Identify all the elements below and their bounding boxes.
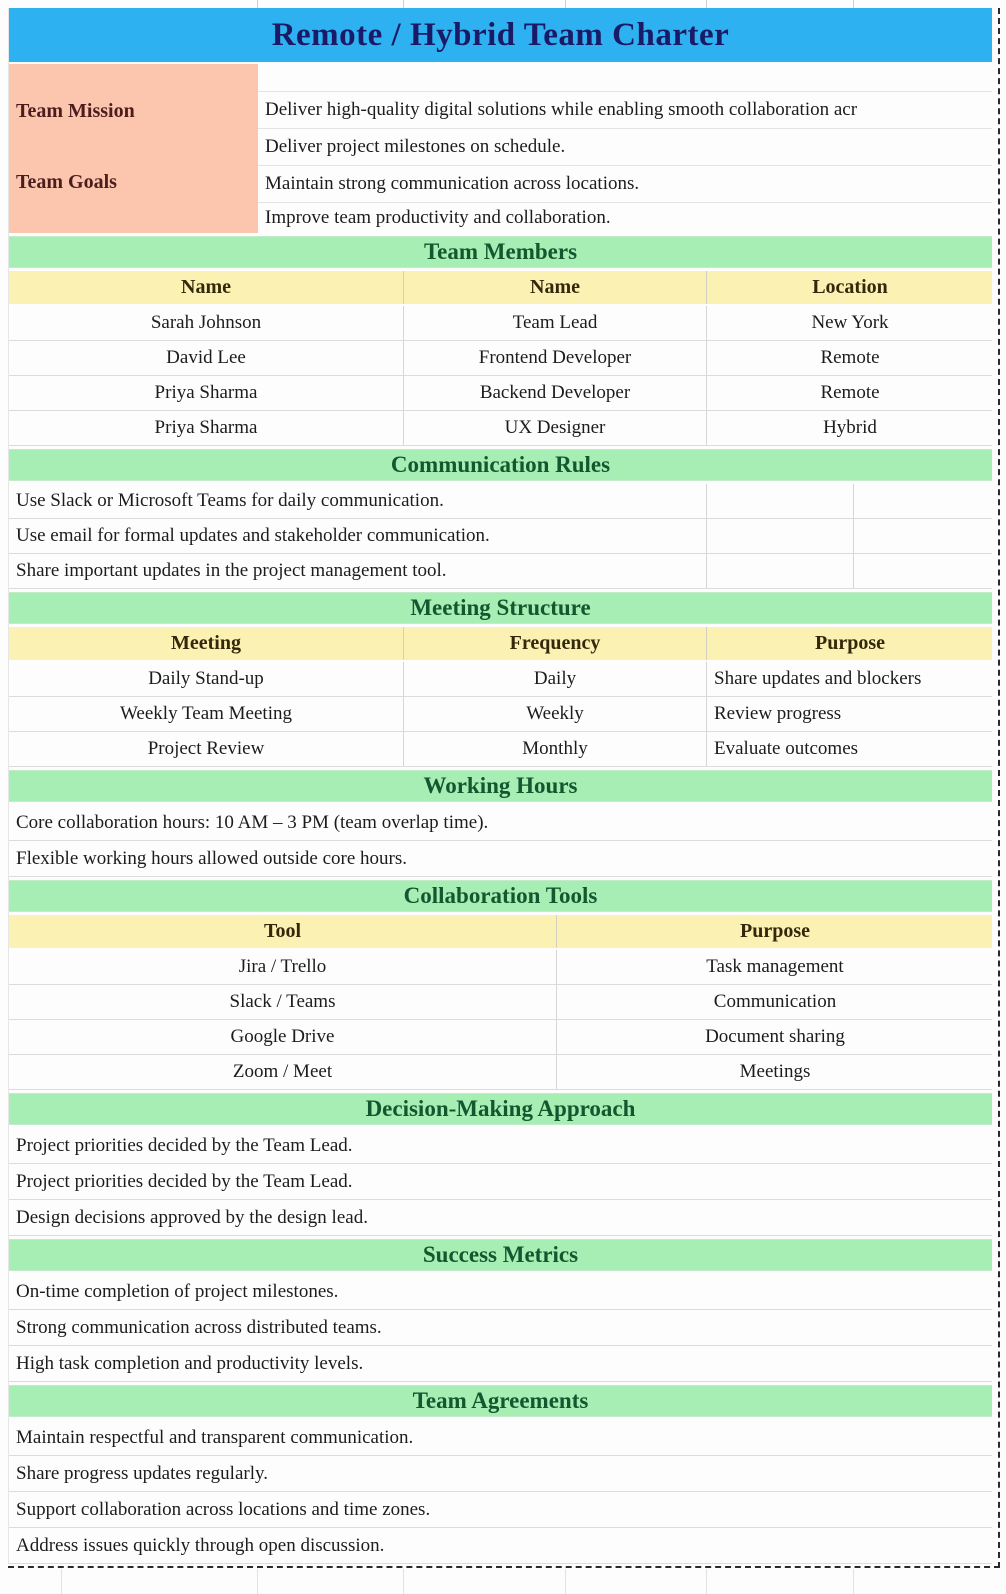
meeting-name-cell: Daily Stand-up	[9, 662, 404, 696]
meeting-purpose-cell: Review progress	[714, 703, 842, 724]
member-role-cell: UX Designer	[404, 411, 707, 445]
rule-text-cell: Use Slack or Microsoft Teams for daily communication.	[9, 484, 707, 518]
decision-item: Project priorities decided by the Team Lead.	[9, 1164, 992, 1200]
gridline-tick	[565, 1569, 566, 1594]
mission-goals-block	[9, 64, 992, 233]
table-row	[9, 519, 992, 554]
member-role-cell: Frontend Developer	[404, 341, 707, 375]
section-header-team-agreements: Team Agreements	[9, 1385, 992, 1417]
tool-purpose-cell: Task management	[706, 956, 844, 977]
member-role-cell: Team Lead	[404, 306, 707, 340]
rule-text-cell: Share important updates in the project management tool.	[9, 554, 707, 588]
gridline-tick	[403, 1569, 404, 1594]
table-row	[9, 662, 992, 697]
tool-name-cell: Slack / Teams	[9, 985, 557, 1019]
empty-cell	[854, 484, 993, 518]
table-row	[9, 411, 992, 446]
empty-cell	[707, 519, 854, 553]
section-header-collaboration-tools: Collaboration Tools	[9, 880, 992, 912]
agreement-item: Share progress updates regularly.	[9, 1456, 992, 1492]
tool-purpose-cell: Meetings	[739, 1061, 811, 1082]
gridline-tick	[257, 0, 258, 8]
table-row	[9, 950, 992, 985]
gridline-tick	[257, 1569, 258, 1594]
collaboration-tools-column-headers	[9, 915, 992, 948]
meeting-purpose-cell: Share updates and blockers	[714, 668, 922, 689]
column-header-location: Location	[812, 276, 888, 298]
member-location-cell: New York	[811, 312, 889, 333]
meeting-structure-column-headers	[9, 627, 992, 660]
member-location-cell: Remote	[820, 382, 880, 403]
meeting-frequency-cell: Monthly	[404, 732, 707, 766]
gridline-tick	[853, 1569, 854, 1594]
table-row	[9, 1020, 992, 1055]
meeting-name-cell: Weekly Team Meeting	[9, 697, 404, 731]
meeting-frequency-cell: Daily	[404, 662, 707, 696]
metric-item: Strong communication across distributed teams.	[9, 1310, 992, 1346]
section-header-communication-rules: Communication Rules	[9, 449, 992, 481]
member-name-cell: Priya Sharma	[9, 411, 404, 445]
section-header-team-members: Team Members	[9, 236, 992, 268]
print-area-right-border	[998, 8, 1000, 1568]
table-row	[9, 484, 992, 519]
team-mission-label: Team Mission	[16, 100, 135, 122]
table-row	[9, 306, 992, 341]
goal-item: Improve team productivity and collaboration.	[265, 207, 611, 228]
metric-item: High task completion and productivity levels.	[9, 1346, 992, 1382]
working-hours-item: Core collaboration hours: 10 AM – 3 PM (team overlap time).	[9, 805, 992, 841]
agreement-item: Support collaboration across locations and time zones.	[9, 1492, 992, 1528]
table-row	[9, 985, 992, 1020]
page-title: Remote / Hybrid Team Charter	[9, 8, 992, 62]
column-header-purpose: Purpose	[740, 920, 810, 942]
team-goals-label: Team Goals	[16, 171, 117, 193]
gridline-tick	[706, 1569, 707, 1594]
mission-text: Deliver high-quality digital solutions while enabling smooth collaboration acr	[258, 92, 992, 129]
gridline-tick	[853, 0, 854, 8]
member-name-cell: David Lee	[9, 341, 404, 375]
column-header-tool: Tool	[9, 915, 557, 948]
empty-cell	[854, 519, 993, 553]
column-header-frequency: Frequency	[404, 627, 707, 660]
working-hours-item: Flexible working hours allowed outside core hours.	[9, 841, 992, 877]
decision-item: Project priorities decided by the Team Lead.	[9, 1128, 992, 1164]
table-row	[9, 376, 992, 411]
meeting-frequency-cell: Weekly	[404, 697, 707, 731]
tool-name-cell: Zoom / Meet	[9, 1055, 557, 1089]
section-header-meeting-structure: Meeting Structure	[9, 592, 992, 624]
print-area-bottom-border	[8, 1566, 1000, 1568]
goal-item: Deliver project milestones on schedule.	[258, 129, 992, 166]
member-location-cell: Remote	[820, 347, 880, 368]
table-row	[9, 1055, 992, 1090]
gridline-tick	[706, 0, 707, 8]
gridline-tick	[403, 0, 404, 8]
empty-cell	[854, 554, 993, 588]
section-header-working-hours: Working Hours	[9, 770, 992, 802]
decision-item: Design decisions approved by the design lead.	[9, 1200, 992, 1236]
column-header-meeting: Meeting	[9, 627, 404, 660]
agreement-item: Address issues quickly through open discussion.	[9, 1528, 992, 1564]
tool-purpose-cell: Document sharing	[705, 1026, 845, 1047]
member-location-cell: Hybrid	[823, 417, 877, 438]
charter-sheet	[8, 8, 992, 1564]
column-header-name: Name	[404, 271, 707, 304]
table-row	[9, 341, 992, 376]
column-header-name: Name	[9, 271, 404, 304]
empty-cell	[707, 554, 854, 588]
column-header-purpose: Purpose	[815, 632, 885, 654]
tool-purpose-cell: Communication	[713, 991, 837, 1012]
gridline-tick	[61, 1569, 62, 1594]
meeting-name-cell: Project Review	[9, 732, 404, 766]
empty-cell-row	[258, 64, 992, 92]
section-header-decision-making: Decision-Making Approach	[9, 1093, 992, 1125]
tool-name-cell: Jira / Trello	[9, 950, 557, 984]
empty-cell	[707, 484, 854, 518]
table-row	[9, 554, 992, 589]
rule-text-cell: Use email for formal updates and stakeholder communication.	[9, 519, 707, 553]
member-name-cell: Sarah Johnson	[9, 306, 404, 340]
gridline-tick	[565, 0, 566, 8]
mission-goals-label-column	[9, 64, 258, 233]
section-header-success-metrics: Success Metrics	[9, 1239, 992, 1271]
tool-name-cell: Google Drive	[9, 1020, 557, 1054]
member-name-cell: Priya Sharma	[9, 376, 404, 410]
team-members-column-headers	[9, 271, 992, 304]
table-row	[9, 732, 992, 767]
metric-item: On-time completion of project milestones.	[9, 1274, 992, 1310]
meeting-purpose-cell: Evaluate outcomes	[714, 738, 859, 759]
table-row	[9, 697, 992, 732]
member-role-cell: Backend Developer	[404, 376, 707, 410]
agreement-item: Maintain respectful and transparent communication.	[9, 1420, 992, 1456]
mission-goals-content	[258, 64, 992, 233]
goal-item: Maintain strong communication across locations.	[258, 166, 992, 203]
